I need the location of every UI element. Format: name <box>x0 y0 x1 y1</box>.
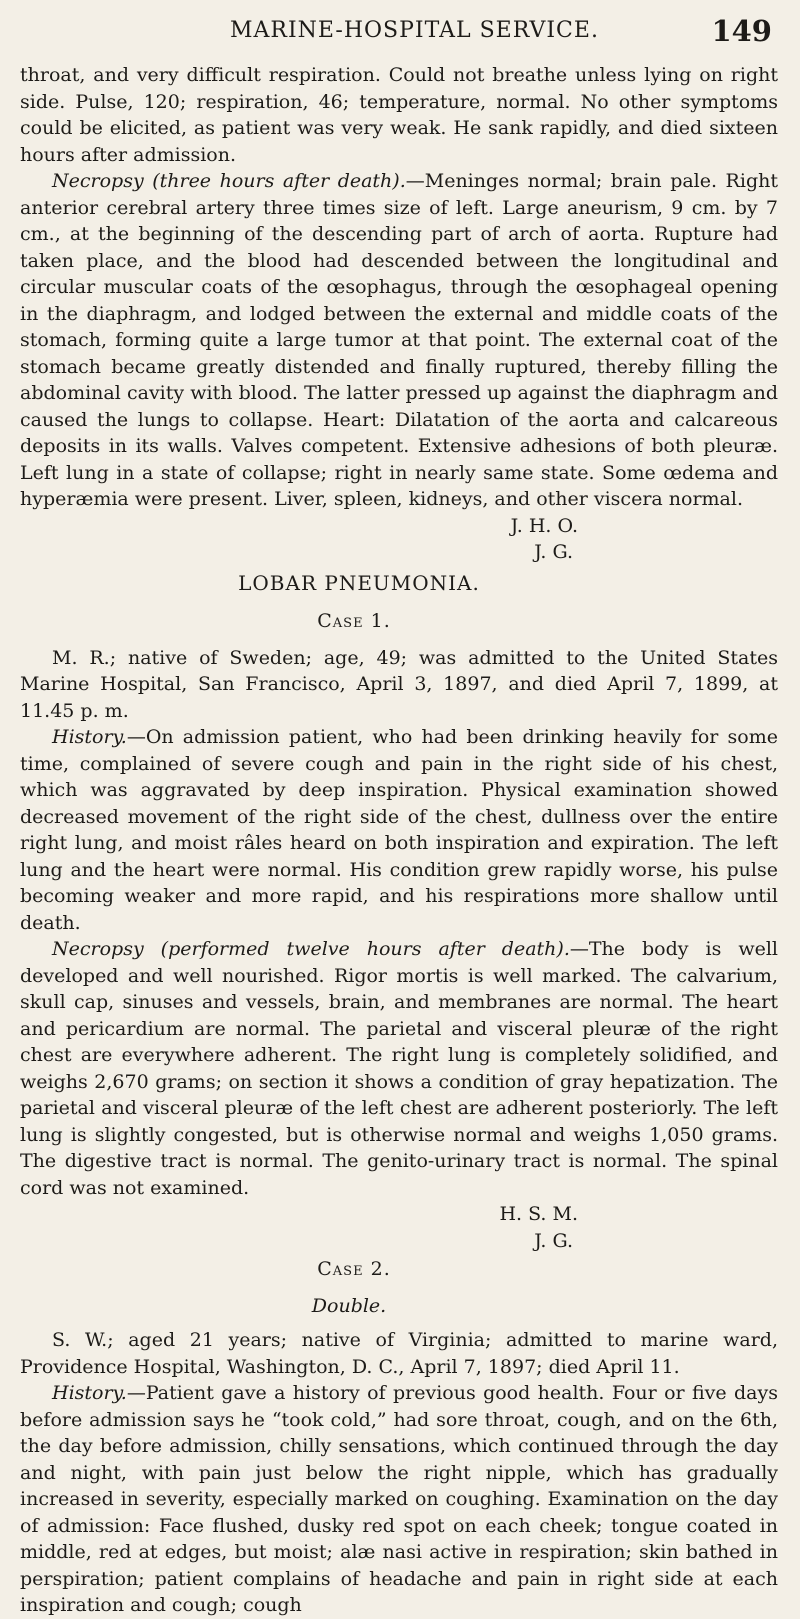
history-text: —Patient gave a history of previous good health. Four or five days before admission says he “took cold,” had sore throat, cough, and on the 6th, the day before admission, chilly sensations, which continued through the day and night, with pain just below the right nipple, which has gradually increased in severity, especially marked on coughing. Examination on the day of admission: Face flushed, dusky red spot on each cheek; tongue coated in middle, red at edges, but moist; alæ nasi active in respiration; skin bathed in perspiration; patient complains of headache and pain in right side at each inspiration and cough; cough <box>20 1382 778 1616</box>
running-header <box>0 14 800 54</box>
case-2-subtitle-text: Double. <box>311 1294 387 1317</box>
case-1-intro: M. R.; native of Sweden; age, 49; was admitted to the United States Marine Hospital, San Francisco, April 3, 1897, and died April 7, 1899, at 11.45 p. m. <box>20 646 778 722</box>
necropsy-text: —The body is well developed and well nourished. Rigor mortis is well marked. The calvarium, skull cap, sinuses and vessels, brain, and membranes are normal. The heart and pericardium are normal. The parietal and visceral pleuræ of the right chest are everywhere adherent. The right lung is completely solidified, and weighs 2,670 grams; on section it shows a condition of gray hepatization. The parietal and visceral pleuræ of the left chest are adherent posteriorly. The left lung is slightly congested, but is otherwise normal and weighs 1,050 grams. The digestive tract is normal. The genito-urinary tract is normal. The spinal cord was not examined. <box>20 938 778 1199</box>
case-2-history <box>20 1380 778 1619</box>
section-title: LOBAR PNEUMONIA. <box>238 570 480 595</box>
signature-initials: J. G. <box>534 1229 573 1252</box>
intro-paragraph: throat, and very difficult respiration. Could not breathe unless lying on right side. Pulse, 120; respiration, 46; temperature, normal. No other symptoms could be elicited, as patient was very weak. He sank rapidly, and died sixteen hours after admission. <box>20 64 778 166</box>
case-2-intro: S. W.; aged 21 years; native of Virginia; admitted to marine ward, Providence Hospital, Washington, D. C., April 7, 1897; died April 11. <box>20 1329 778 1378</box>
signature-initials: J. G. <box>534 541 573 563</box>
history-label: History. <box>52 726 127 748</box>
history-label: History. <box>52 1382 127 1404</box>
case-2-subtitle <box>20 1293 778 1320</box>
necropsy-label: Necropsy (three hours after death). <box>52 170 406 192</box>
necropsy-paragraph-1 <box>20 168 778 513</box>
page-number: 149 <box>711 14 772 48</box>
case-1-history <box>20 724 778 936</box>
case-1-necropsy <box>20 936 778 1201</box>
page-body <box>20 62 778 1619</box>
signature-initials: J. H. O. <box>510 514 578 537</box>
case-2-title: Case 2. <box>317 1258 391 1280</box>
running-title: MARINE-HOSPITAL SERVICE. <box>230 18 599 43</box>
case-1-title: Case 1. <box>317 610 391 632</box>
necropsy-text: —Meninges normal; brain pale. Right anterior cerebral artery three times size of left. Large aneurism, 9 cm. by 7 cm., at the beginning of the descending part of arch of aorta. Rupture had taken place, and the blood had descended between the longitudinal and circular muscular coats of the œsophagus, through the œsophageal opening in the diaphragm, and lodged between the external and middle coats of the stomach, forming quite a large tumor at that point. The external coat of the stomach became greatly distended and finally ruptured, thereby filling the abdominal cavity with blood. The latter pressed up against the diaphragm and caused the lungs to collapse. Heart: Dilatation of the aorta and calcareous deposits in its walls. Valves competent. Extensive adhesions of both pleuræ. Left lung in a state of collapse; right in nearly same state. Some œdema and hyperæmia were present. Liver, spleen, kidneys, and other viscera normal. <box>20 170 778 510</box>
signature-initials: H. S. M. <box>499 1203 578 1225</box>
necropsy-label: Necropsy (performed twelve hours after death). <box>52 938 570 960</box>
history-text: —On admission patient, who had been drinking heavily for some time, complained of severe cough and pain in the right side of his chest, which was aggravated by deep inspiration. Physical examination showed decreased movement of the right side of the chest, dullness over the entire right lung, and moist râles heard on both inspiration and expiration. The left lung and the heart were normal. His condition grew rapidly worse, his pulse becoming weaker and more rapid, and his respirations more shallow until death. <box>20 726 778 934</box>
